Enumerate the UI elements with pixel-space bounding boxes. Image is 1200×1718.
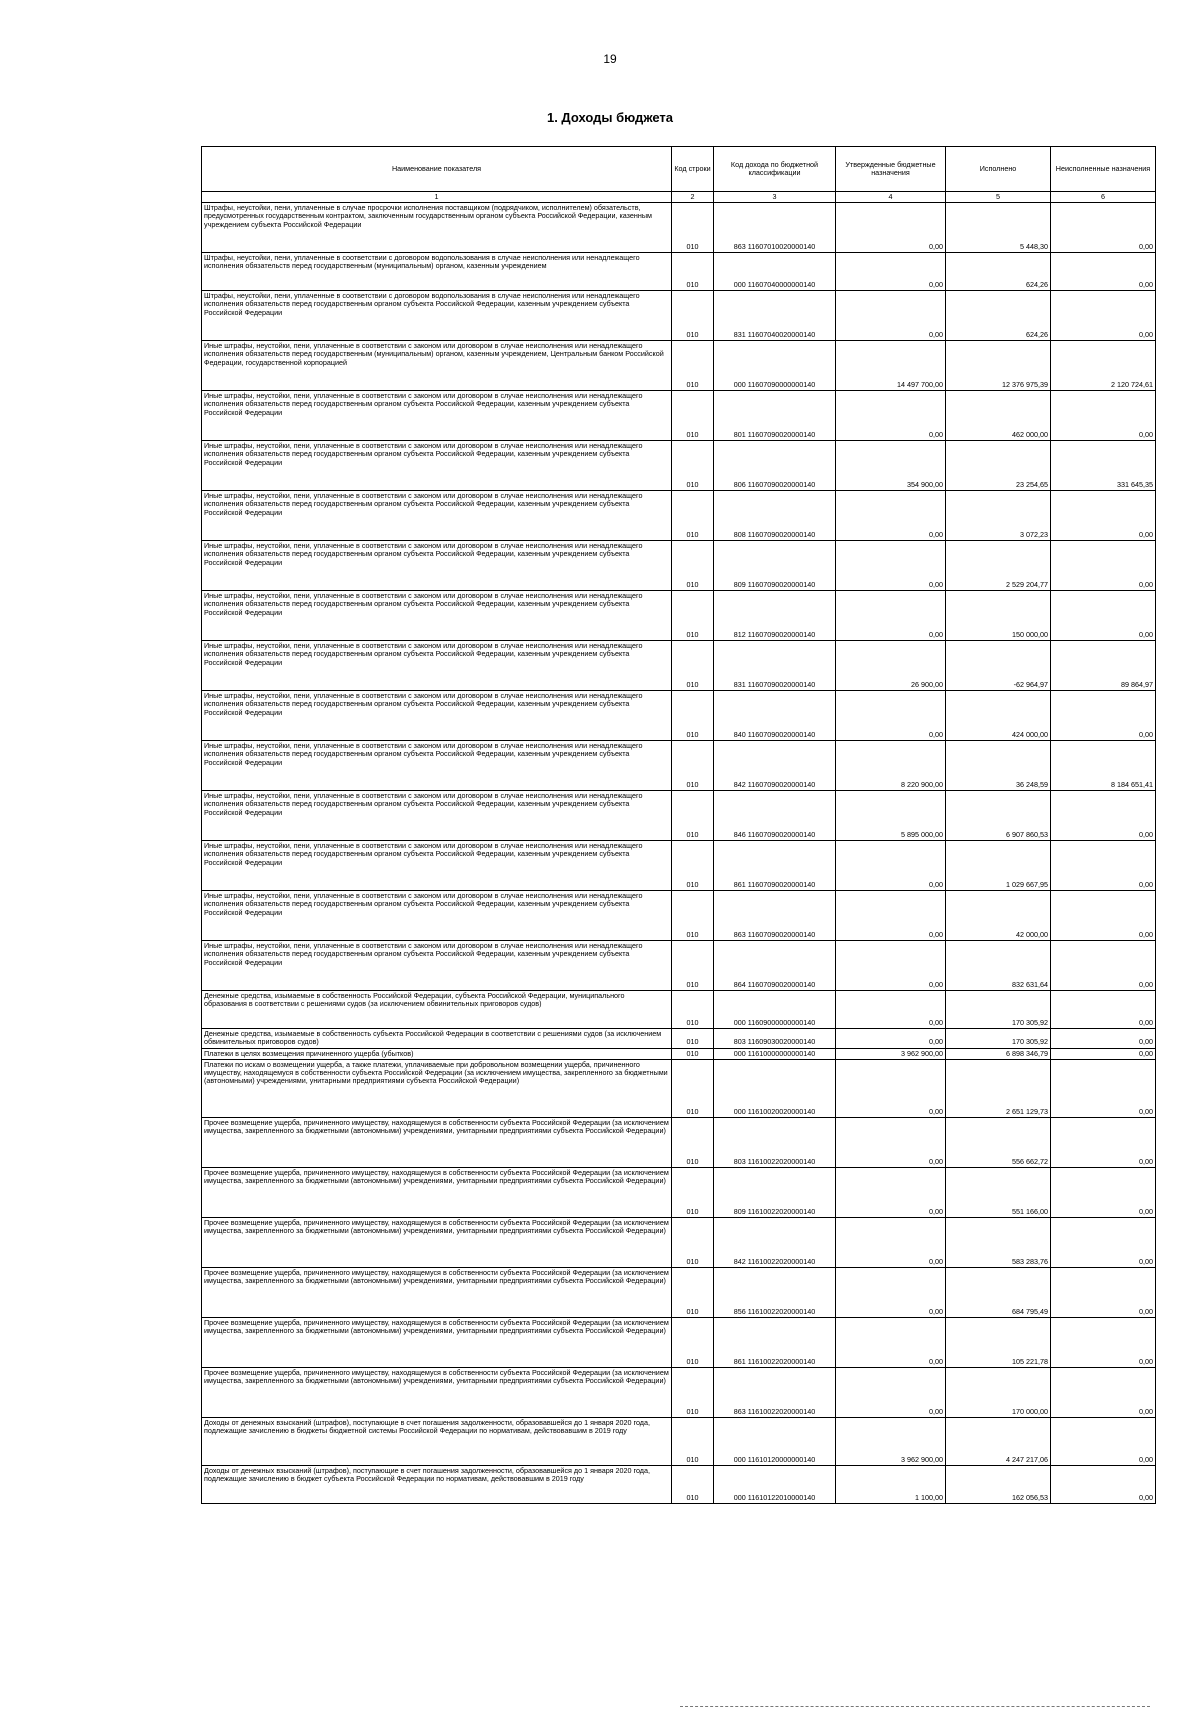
row-unexecuted-cell: 89 864,97: [1051, 641, 1156, 691]
row-executed-cell: 551 166,00: [946, 1167, 1051, 1217]
row-executed-cell: 170 305,92: [946, 1029, 1051, 1049]
table-row: [202, 591, 1156, 641]
row-approved-cell: 26 900,00: [836, 641, 946, 691]
row-code-cell: 010: [672, 441, 714, 491]
row-code-cell: 010: [672, 1417, 714, 1465]
table-row: [202, 203, 1156, 253]
row-kbk-cell: 861 11610022020000140: [714, 1317, 836, 1367]
row-approved-cell: 1 100,00: [836, 1465, 946, 1503]
row-executed-cell: 624,26: [946, 253, 1051, 291]
row-code-cell: 010: [672, 991, 714, 1029]
row-name-cell: Иные штрафы, неустойки, пени, уплаченные в соответствии с законом или договором в случае неисполнения или ненадлежащего исполнения обязательств перед государственным органом субъекта Российской Федерации, казенным учреждением субъекта Российской Федерации: [202, 791, 672, 841]
row-kbk-cell: 809 11607090020000140: [714, 541, 836, 591]
table-row: [202, 641, 1156, 691]
row-code-cell: 010: [672, 791, 714, 841]
row-executed-cell: 12 376 975,39: [946, 341, 1051, 391]
row-code-cell: 010: [672, 591, 714, 641]
row-executed-cell: 462 000,00: [946, 391, 1051, 441]
row-code-cell: 010: [672, 541, 714, 591]
row-unexecuted-cell: 0,00: [1051, 1217, 1156, 1267]
row-executed-cell: 583 283,76: [946, 1217, 1051, 1267]
row-executed-cell: 624,26: [946, 291, 1051, 341]
table-row: [202, 391, 1156, 441]
table-row: [202, 1048, 1156, 1059]
table-row: [202, 691, 1156, 741]
row-kbk-cell: 842 11607090020000140: [714, 741, 836, 791]
row-name-cell: Иные штрафы, неустойки, пени, уплаченные в соответствии с законом или договором в случае неисполнения или ненадлежащего исполнения обязательств перед государственным органом субъекта Российской Федерации, казенным учреждением субъекта Российской Федерации: [202, 891, 672, 941]
row-approved-cell: 0,00: [836, 203, 946, 253]
row-unexecuted-cell: 2 120 724,61: [1051, 341, 1156, 391]
row-kbk-cell: 809 11610022020000140: [714, 1167, 836, 1217]
page-number: 19: [603, 52, 617, 66]
row-kbk-cell: 840 11607090020000140: [714, 691, 836, 741]
row-approved-cell: 0,00: [836, 691, 946, 741]
row-code-cell: 010: [672, 341, 714, 391]
table-row: [202, 991, 1156, 1029]
row-unexecuted-cell: 0,00: [1051, 1317, 1156, 1367]
row-executed-cell: 170 305,92: [946, 991, 1051, 1029]
row-kbk-cell: 831 11607090020000140: [714, 641, 836, 691]
row-kbk-cell: 863 11610022020000140: [714, 1367, 836, 1417]
table-row: [202, 491, 1156, 541]
row-code-cell: 010: [672, 641, 714, 691]
row-name-cell: Иные штрафы, неустойки, пени, уплаченные в соответствии с законом или договором в случае неисполнения или ненадлежащего исполнения обязательств перед государственным органом субъекта Российской Федерации, казенным учреждением субъекта Российской Федерации: [202, 441, 672, 491]
row-approved-cell: 0,00: [836, 1367, 946, 1417]
row-unexecuted-cell: 0,00: [1051, 591, 1156, 641]
row-unexecuted-cell: 0,00: [1051, 491, 1156, 541]
row-name-cell: Доходы от денежных взысканий (штрафов), поступающие в счет погашения задолженности, образовавшейся до 1 января 2020 года, подлежащие зачислению в бюджет субъекта Российской Федерации по нормативам, действовавшим в 2019 году: [202, 1465, 672, 1503]
income-table: [201, 146, 1156, 1504]
row-approved-cell: 0,00: [836, 1117, 946, 1167]
table-row: [202, 291, 1156, 341]
row-name-cell: Иные штрафы, неустойки, пени, уплаченные в соответствии с законом или договором в случае неисполнения или ненадлежащего исполнения обязательств перед государственным органом субъекта Российской Федерации, казенным учреждением субъекта Российской Федерации: [202, 691, 672, 741]
row-executed-cell: 6 907 860,53: [946, 791, 1051, 841]
row-unexecuted-cell: 0,00: [1051, 291, 1156, 341]
table-row: [202, 253, 1156, 291]
row-executed-cell: 36 248,59: [946, 741, 1051, 791]
row-kbk-cell: 801 11607090020000140: [714, 391, 836, 441]
header-kbk: Код дохода по бюджетной классификации: [714, 147, 836, 192]
row-code-cell: 010: [672, 1048, 714, 1059]
row-kbk-cell: 806 11607090020000140: [714, 441, 836, 491]
row-name-cell: Штрафы, неустойки, пени, уплаченные в соответствии с договором водопользования в случае неисполнения или ненадлежащего исполнения обязательств перед государственным органом субъекта Российской Федерации, казенным учреждением субъекта Российской Федерации: [202, 291, 672, 341]
section-title: 1. Доходы бюджета: [546, 110, 674, 125]
row-kbk-cell: 000 11607040000000140: [714, 253, 836, 291]
row-approved-cell: 0,00: [836, 941, 946, 991]
row-name-cell: Прочее возмещение ущерба, причиненного имуществу, находящемуся в собственности субъекта Российской Федерации (за исключением имущества, закрепленного за бюджетными (автономными) учреждениями, унитарными предприятиями субъекта Российской Федерации): [202, 1117, 672, 1167]
row-name-cell: Иные штрафы, неустойки, пени, уплаченные в соответствии с законом или договором в случае неисполнения или ненадлежащего исполнения обязательств перед государственным органом субъекта Российской Федерации, казенным учреждением субъекта Российской Федерации: [202, 391, 672, 441]
row-code-cell: 010: [672, 1029, 714, 1049]
row-approved-cell: 0,00: [836, 991, 946, 1029]
row-executed-cell: 2 529 204,77: [946, 541, 1051, 591]
table-row: [202, 1417, 1156, 1465]
column-number: 1: [202, 192, 672, 203]
row-executed-cell: 832 631,64: [946, 941, 1051, 991]
column-number: 3: [714, 192, 836, 203]
row-executed-cell: 6 898 346,79: [946, 1048, 1051, 1059]
table-row: [202, 441, 1156, 491]
row-name-cell: Иные штрафы, неустойки, пени, уплаченные в соответствии с законом или договором в случае неисполнения или ненадлежащего исполнения обязательств перед государственным (муниципальным) органом, казенным учреждением, Центральным банком Российской Федерации, государственной корпорацией: [202, 341, 672, 391]
row-kbk-cell: 861 11607090020000140: [714, 841, 836, 891]
row-approved-cell: 0,00: [836, 491, 946, 541]
row-approved-cell: 0,00: [836, 1029, 946, 1049]
row-unexecuted-cell: 8 184 651,41: [1051, 741, 1156, 791]
row-code-cell: 010: [672, 391, 714, 441]
row-approved-cell: 0,00: [836, 1217, 946, 1267]
row-code-cell: 010: [672, 253, 714, 291]
row-code-cell: 010: [672, 1317, 714, 1367]
row-approved-cell: 0,00: [836, 891, 946, 941]
row-name-cell: Иные штрафы, неустойки, пени, уплаченные в соответствии с законом или договором в случае неисполнения или ненадлежащего исполнения обязательств перед государственным органом субъекта Российской Федерации, казенным учреждением субъекта Российской Федерации: [202, 591, 672, 641]
header-unexecuted: Неисполненные назначения: [1051, 147, 1156, 192]
row-approved-cell: 0,00: [836, 841, 946, 891]
header-name: Наименование показателя: [202, 147, 672, 192]
row-name-cell: Денежные средства, изымаемые в собственность Российской Федерации, субъекта Российской Федерации, муниципального образования в соответствии с решениями судов (за исключением обвинительных приговоров судов): [202, 991, 672, 1029]
row-name-cell: Иные штрафы, неустойки, пени, уплаченные в соответствии с законом или договором в случае неисполнения или ненадлежащего исполнения обязательств перед государственным органом субъекта Российской Федерации, казенным учреждением субъекта Российской Федерации: [202, 491, 672, 541]
row-kbk-cell: 000 11610120000000140: [714, 1417, 836, 1465]
row-kbk-cell: 000 11610122010000140: [714, 1465, 836, 1503]
row-executed-cell: 1 029 667,95: [946, 841, 1051, 891]
table-row: [202, 891, 1156, 941]
row-code-cell: 010: [672, 1217, 714, 1267]
row-approved-cell: 0,00: [836, 391, 946, 441]
row-name-cell: Прочее возмещение ущерба, причиненного имуществу, находящемуся в собственности субъекта Российской Федерации (за исключением имущества, закрепленного за бюджетными (автономными) учреждениями, унитарными предприятиями субъекта Российской Федерации): [202, 1217, 672, 1267]
table-row: [202, 1059, 1156, 1117]
row-kbk-cell: 863 11607010020000140: [714, 203, 836, 253]
table-row: [202, 1167, 1156, 1217]
row-name-cell: Прочее возмещение ущерба, причиненного имуществу, находящемуся в собственности субъекта Российской Федерации (за исключением имущества, закрепленного за бюджетными (автономными) учреждениями, унитарными предприятиями субъекта Российской Федерации): [202, 1317, 672, 1367]
row-code-cell: 010: [672, 941, 714, 991]
row-kbk-cell: 842 11610022020000140: [714, 1217, 836, 1267]
row-unexecuted-cell: 0,00: [1051, 841, 1156, 891]
row-name-cell: Штрафы, неустойки, пени, уплаченные в случае просрочки исполнения поставщиком (подрядчиком, исполнителем) обязательств, предусмотренных государственным контрактом, заключенным государственным органом субъекта Российской Федерации, казенным учреждением субъекта Российской Федерации: [202, 203, 672, 253]
row-unexecuted-cell: 0,00: [1051, 1117, 1156, 1167]
row-name-cell: Иные штрафы, неустойки, пени, уплаченные в соответствии с законом или договором в случае неисполнения или ненадлежащего исполнения обязательств перед государственным органом субъекта Российской Федерации, казенным учреждением субъекта Российской Федерации: [202, 541, 672, 591]
row-kbk-cell: 864 11607090020000140: [714, 941, 836, 991]
row-code-cell: 010: [672, 491, 714, 541]
table-row: [202, 841, 1156, 891]
row-approved-cell: 3 962 900,00: [836, 1417, 946, 1465]
table-row: [202, 741, 1156, 791]
row-kbk-cell: 000 11610000000000140: [714, 1048, 836, 1059]
row-executed-cell: 684 795,49: [946, 1267, 1051, 1317]
row-code-cell: 010: [672, 1367, 714, 1417]
row-unexecuted-cell: 331 645,35: [1051, 441, 1156, 491]
row-kbk-cell: 000 11609000000000140: [714, 991, 836, 1029]
row-approved-cell: 0,00: [836, 1167, 946, 1217]
row-kbk-cell: 808 11607090020000140: [714, 491, 836, 541]
header-executed: Исполнено: [946, 147, 1051, 192]
column-numbers-row: [202, 192, 1156, 203]
row-unexecuted-cell: 0,00: [1051, 391, 1156, 441]
table-row: [202, 541, 1156, 591]
row-unexecuted-cell: 0,00: [1051, 691, 1156, 741]
table-row: [202, 1267, 1156, 1317]
row-kbk-cell: 856 11610022020000140: [714, 1267, 836, 1317]
row-name-cell: Прочее возмещение ущерба, причиненного имуществу, находящемуся в собственности субъекта Российской Федерации (за исключением имущества, закрепленного за бюджетными (автономными) учреждениями, унитарными предприятиями субъекта Российской Федерации): [202, 1167, 672, 1217]
row-unexecuted-cell: 0,00: [1051, 891, 1156, 941]
row-name-cell: Платежи в целях возмещения причиненного ущерба (убытков): [202, 1048, 672, 1059]
row-name-cell: Иные штрафы, неустойки, пени, уплаченные в соответствии с законом или договором в случае неисполнения или ненадлежащего исполнения обязательств перед государственным органом субъекта Российской Федерации, казенным учреждением субъекта Российской Федерации: [202, 841, 672, 891]
row-code-cell: 010: [672, 691, 714, 741]
header-approved: Утвержденные бюджетные назначения: [836, 147, 946, 192]
row-code-cell: 010: [672, 841, 714, 891]
row-code-cell: 010: [672, 203, 714, 253]
row-approved-cell: 0,00: [836, 591, 946, 641]
table-row: [202, 1465, 1156, 1503]
row-approved-cell: 0,00: [836, 291, 946, 341]
row-kbk-cell: 803 11610022020000140: [714, 1117, 836, 1167]
row-unexecuted-cell: 0,00: [1051, 541, 1156, 591]
row-executed-cell: 4 247 217,06: [946, 1417, 1051, 1465]
row-executed-cell: 105 221,78: [946, 1317, 1051, 1367]
row-approved-cell: 354 900,00: [836, 441, 946, 491]
table-row: [202, 1217, 1156, 1267]
row-approved-cell: 8 220 900,00: [836, 741, 946, 791]
row-code-cell: 010: [672, 1465, 714, 1503]
row-name-cell: Иные штрафы, неустойки, пени, уплаченные в соответствии с законом или договором в случае неисполнения или ненадлежащего исполнения обязательств перед государственным органом субъекта Российской Федерации, казенным учреждением субъекта Российской Федерации: [202, 641, 672, 691]
row-executed-cell: -62 964,97: [946, 641, 1051, 691]
row-name-cell: Прочее возмещение ущерба, причиненного имуществу, находящемуся в собственности субъекта Российской Федерации (за исключением имущества, закрепленного за бюджетными (автономными) учреждениями, унитарными предприятиями субъекта Российской Федерации): [202, 1267, 672, 1317]
row-kbk-cell: 000 11610020020000140: [714, 1059, 836, 1117]
row-executed-cell: 3 072,23: [946, 491, 1051, 541]
row-kbk-cell: 846 11607090020000140: [714, 791, 836, 841]
row-unexecuted-cell: 0,00: [1051, 1267, 1156, 1317]
row-kbk-cell: 000 11607090000000140: [714, 341, 836, 391]
column-number: 6: [1051, 192, 1156, 203]
row-name-cell: Денежные средства, изымаемые в собственность субъекта Российской Федерации в соответствии с решениями судов (за исключением обвинительных приговоров судов): [202, 1029, 672, 1049]
header-code: Код строки: [672, 147, 714, 192]
row-code-cell: 010: [672, 741, 714, 791]
table-row: [202, 791, 1156, 841]
column-number: 4: [836, 192, 946, 203]
row-approved-cell: 0,00: [836, 1317, 946, 1367]
table-row: [202, 1029, 1156, 1049]
row-unexecuted-cell: 0,00: [1051, 1059, 1156, 1117]
table-row: [202, 1117, 1156, 1167]
row-approved-cell: 0,00: [836, 253, 946, 291]
header-row: [202, 147, 1156, 192]
row-kbk-cell: 863 11607090020000140: [714, 891, 836, 941]
table-row: [202, 341, 1156, 391]
row-executed-cell: 556 662,72: [946, 1117, 1051, 1167]
row-approved-cell: 0,00: [836, 541, 946, 591]
row-executed-cell: 2 651 129,73: [946, 1059, 1051, 1117]
column-number: 2: [672, 192, 714, 203]
row-executed-cell: 162 056,53: [946, 1465, 1051, 1503]
row-executed-cell: 23 254,65: [946, 441, 1051, 491]
row-unexecuted-cell: 0,00: [1051, 1167, 1156, 1217]
column-number: 5: [946, 192, 1051, 203]
row-code-cell: 010: [672, 1267, 714, 1317]
row-code-cell: 010: [672, 1167, 714, 1217]
row-executed-cell: 150 000,00: [946, 591, 1051, 641]
row-unexecuted-cell: 0,00: [1051, 791, 1156, 841]
row-name-cell: Платежи по искам о возмещении ущерба, а также платежи, уплачиваемые при добровольном возмещении ущерба, причиненного имуществу, находящемуся в собственности субъекта Российской Федерации (за исключением имущества, закрепленного за бюджетными (автономными) учреждениями, унитарными предприятиями субъекта Российской Федерации): [202, 1059, 672, 1117]
row-code-cell: 010: [672, 291, 714, 341]
row-name-cell: Иные штрафы, неустойки, пени, уплаченные в соответствии с законом или договором в случае неисполнения или ненадлежащего исполнения обязательств перед государственным органом субъекта Российской Федерации, казенным учреждением субъекта Российской Федерации: [202, 941, 672, 991]
row-kbk-cell: 831 11607040020000140: [714, 291, 836, 341]
table-row: [202, 1317, 1156, 1367]
row-kbk-cell: 812 11607090020000140: [714, 591, 836, 641]
row-approved-cell: 0,00: [836, 1059, 946, 1117]
row-unexecuted-cell: 0,00: [1051, 1417, 1156, 1465]
row-code-cell: 010: [672, 891, 714, 941]
row-name-cell: Иные штрафы, неустойки, пени, уплаченные в соответствии с законом или договором в случае неисполнения или ненадлежащего исполнения обязательств перед государственным органом субъекта Российской Федерации, казенным учреждением субъекта Российской Федерации: [202, 741, 672, 791]
row-name-cell: Доходы от денежных взысканий (штрафов), поступающие в счет погашения задолженности, образовавшейся до 1 января 2020 года, подлежащие зачислению в бюджеты бюджетной системы Российской Федерации по нормативам, действовавшим в 2019 году: [202, 1417, 672, 1465]
row-approved-cell: 5 895 000,00: [836, 791, 946, 841]
row-unexecuted-cell: 0,00: [1051, 1465, 1156, 1503]
table-body: [202, 203, 1156, 1504]
row-name-cell: Прочее возмещение ущерба, причиненного имуществу, находящемуся в собственности субъекта Российской Федерации (за исключением имущества, закрепленного за бюджетными (автономными) учреждениями, унитарными предприятиями субъекта Российской Федерации): [202, 1367, 672, 1417]
row-unexecuted-cell: 0,00: [1051, 253, 1156, 291]
table-row: [202, 941, 1156, 991]
row-approved-cell: 14 497 700,00: [836, 341, 946, 391]
row-unexecuted-cell: 0,00: [1051, 991, 1156, 1029]
row-unexecuted-cell: 0,00: [1051, 203, 1156, 253]
row-name-cell: Штрафы, неустойки, пени, уплаченные в соответствии с договором водопользования в случае неисполнения или ненадлежащего исполнения обязательств перед государственным (муниципальным) органом, казенным учреждением: [202, 253, 672, 291]
row-unexecuted-cell: 0,00: [1051, 1048, 1156, 1059]
row-executed-cell: 424 000,00: [946, 691, 1051, 741]
bottom-divider: [680, 1706, 1150, 1707]
table-row: [202, 1367, 1156, 1417]
row-unexecuted-cell: 0,00: [1051, 1367, 1156, 1417]
row-unexecuted-cell: 0,00: [1051, 941, 1156, 991]
row-kbk-cell: 803 11609030020000140: [714, 1029, 836, 1049]
row-approved-cell: 3 962 900,00: [836, 1048, 946, 1059]
row-code-cell: 010: [672, 1059, 714, 1117]
row-code-cell: 010: [672, 1117, 714, 1167]
row-executed-cell: 5 448,30: [946, 203, 1051, 253]
row-executed-cell: 170 000,00: [946, 1367, 1051, 1417]
row-approved-cell: 0,00: [836, 1267, 946, 1317]
row-executed-cell: 42 000,00: [946, 891, 1051, 941]
row-unexecuted-cell: 0,00: [1051, 1029, 1156, 1049]
